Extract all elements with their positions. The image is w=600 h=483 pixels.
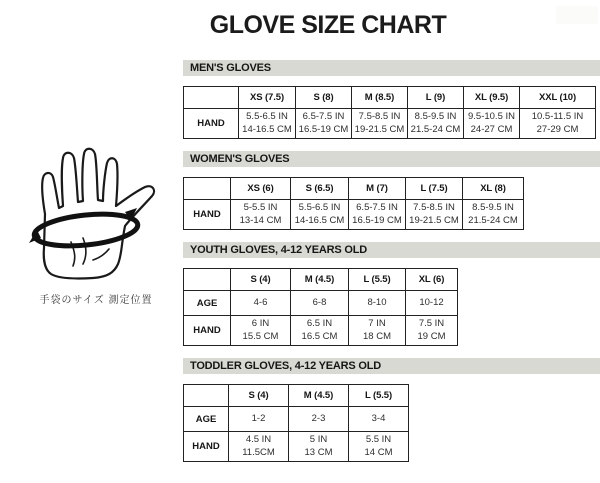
- size-cell: 6 IN 15.5 CM: [231, 316, 291, 346]
- table-row-hand: [184, 316, 458, 346]
- section-heading-womens: WOMEN'S GLOVES: [183, 151, 600, 167]
- size-col-header: M (4.5): [289, 385, 349, 407]
- size-col-header: L (5.5): [349, 385, 409, 407]
- size-col-header: L (5.5): [349, 269, 406, 291]
- size-cell: 10.5-11.5 IN 27-29 CM: [520, 109, 596, 139]
- size-col-header: M (7): [349, 178, 406, 200]
- size-cell: 5 IN 13 CM: [289, 432, 349, 462]
- corner-cell: [184, 87, 239, 109]
- row-label: HAND: [184, 109, 239, 139]
- table-row-hand: [184, 109, 596, 139]
- hand-circumference-measure-icon: [21, 142, 171, 282]
- table-row-age: [184, 407, 409, 432]
- section-heading-youth: YOUTH GLOVES, 4-12 YEARS OLD: [183, 242, 600, 258]
- size-col-header: S (8): [296, 87, 352, 109]
- header-row: [184, 178, 524, 200]
- size-table-toddler: [183, 384, 409, 462]
- corner-watermark: [556, 6, 598, 24]
- size-cell: 10-12: [406, 291, 458, 316]
- size-cell: 1-2: [229, 407, 289, 432]
- header-row: [184, 385, 409, 407]
- size-chart-sections: [183, 60, 600, 474]
- size-cell: 7.5-8.5 IN 19-21.5 CM: [352, 109, 408, 139]
- size-cell: 8.5-9.5 IN 21.5-24 CM: [408, 109, 464, 139]
- size-cell: 4-6: [231, 291, 291, 316]
- size-col-header: M (8.5): [352, 87, 408, 109]
- row-label: HAND: [184, 432, 229, 462]
- size-col-header: M (4.5): [291, 269, 349, 291]
- size-cell: 2-3: [289, 407, 349, 432]
- size-col-header: XL (8): [463, 178, 524, 200]
- size-col-header: XL (9.5): [464, 87, 520, 109]
- size-col-header: XL (6): [406, 269, 458, 291]
- size-cell: 5.5-6.5 IN 14-16.5 CM: [239, 109, 296, 139]
- size-col-header: L (9): [408, 87, 464, 109]
- size-col-header: S (4): [229, 385, 289, 407]
- size-cell: 7 IN 18 CM: [349, 316, 406, 346]
- size-cell: 5-5.5 IN 13-14 CM: [231, 200, 291, 230]
- size-table-youth: [183, 268, 458, 346]
- size-table-mens: [183, 86, 596, 139]
- size-col-header: L (7.5): [406, 178, 463, 200]
- size-col-header: S (4): [231, 269, 291, 291]
- hand-measurement-illustration: [16, 142, 176, 306]
- size-col-header: S (6.5): [291, 178, 349, 200]
- size-cell: 4.5 IN 11.5CM: [229, 432, 289, 462]
- size-cell: 9.5-10.5 IN 24-27 CM: [464, 109, 520, 139]
- table-row-hand: [184, 200, 524, 230]
- size-cell: 7.5-8.5 IN 19-21.5 CM: [406, 200, 463, 230]
- row-label: AGE: [184, 407, 229, 432]
- section-heading-mens: MEN'S GLOVES: [183, 60, 600, 76]
- size-col-header: XS (7.5): [239, 87, 296, 109]
- page-title: GLOVE SIZE CHART: [209, 11, 447, 39]
- size-cell: 6.5 IN 16.5 CM: [291, 316, 349, 346]
- size-cell: 3-4: [349, 407, 409, 432]
- corner-cell: [184, 385, 229, 407]
- row-label: HAND: [184, 316, 231, 346]
- corner-cell: [184, 178, 231, 200]
- size-cell: 6-8: [291, 291, 349, 316]
- row-label: AGE: [184, 291, 231, 316]
- table-row-hand: [184, 432, 409, 462]
- size-cell: 7.5 IN 19 CM: [406, 316, 458, 346]
- size-cell: 5.5 IN 14 CM: [349, 432, 409, 462]
- table-row-age: [184, 291, 458, 316]
- illustration-caption: 手袋のサイズ 測定位置: [39, 295, 153, 306]
- header-row: [184, 87, 596, 109]
- size-cell: 6.5-7.5 IN 16.5-19 CM: [296, 109, 352, 139]
- size-cell: 8.5-9.5 IN 21.5-24 CM: [463, 200, 524, 230]
- row-label: HAND: [184, 200, 231, 230]
- size-cell: 6.5-7.5 IN 16.5-19 CM: [349, 200, 406, 230]
- size-cell: 5.5-6.5 IN 14-16.5 CM: [291, 200, 349, 230]
- size-cell: 8-10: [349, 291, 406, 316]
- size-col-header: XXL (10): [520, 87, 596, 109]
- size-table-womens: [183, 177, 524, 230]
- section-heading-toddler: TODDLER GLOVES, 4-12 YEARS OLD: [183, 358, 600, 374]
- corner-cell: [184, 269, 231, 291]
- size-col-header: XS (6): [231, 178, 291, 200]
- header-row: [184, 269, 458, 291]
